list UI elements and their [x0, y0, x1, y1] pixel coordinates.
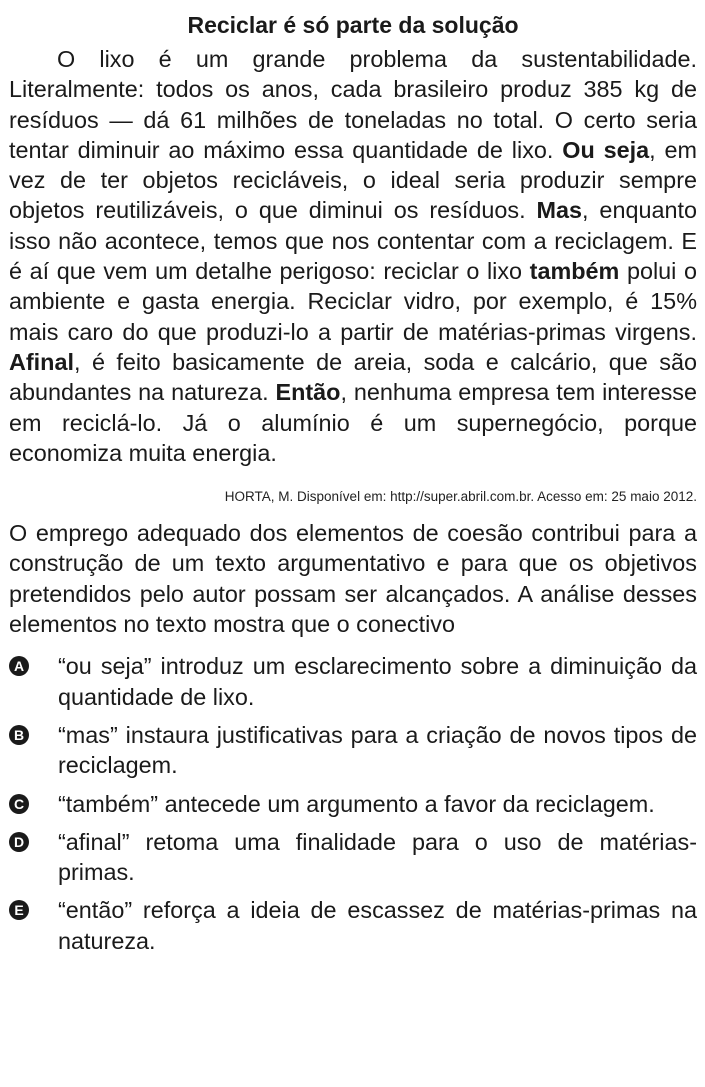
passage-text: [9, 44, 697, 468]
option-letter-badge: A: [9, 656, 29, 676]
option-letter-badge: C: [9, 794, 29, 814]
connective-afinal: Afinal: [9, 348, 74, 375]
option-e[interactable]: [9, 895, 697, 956]
option-text: “também” antecede um argumento a favor da reciclagem.: [58, 790, 655, 817]
answer-options: [9, 651, 697, 956]
option-a[interactable]: [9, 651, 697, 712]
passage-segment: polui o ambiente e gasta energia. Reciclar vidro, por exemplo, é 15% mais caro do que produzi-lo a partir de matérias-primas virgens.: [9, 258, 697, 345]
connective-entao: Então: [275, 379, 341, 406]
option-letter-badge: E: [9, 900, 29, 920]
passage-segment: , enquanto isso não acontece, temos que nos contentar com a reciclagem. E é aí que vem um detalhe perigoso: reciclar o lixo: [9, 197, 697, 285]
option-text: “então” reforça a ideia de escassez de matérias-primas na natureza.: [58, 897, 697, 954]
option-b[interactable]: [9, 720, 697, 781]
connective-mas: Mas: [536, 197, 583, 224]
passage-title: Reciclar é só parte da solução: [187, 12, 519, 38]
passage-segment: , é feito basicamente de areia, soda e calcário, que são abundantes na natureza.: [9, 348, 697, 406]
passage-segment: O lixo é um grande problema da sustentabilidade. Literalmente: todos os anos, cada brasileiro produz 385 kg de resíduos — dá 61 milhões de toneladas no total. O certo seria tentar diminuir ao máximo essa quantidade de lixo.: [9, 46, 697, 163]
option-text: “afinal” retoma uma finalidade para o uso de matérias-primas.: [58, 828, 697, 886]
passage-segment: , nenhuma empresa tem interesse em reciclá-lo. Já o alumínio é um supernegócio, porque economiza muita energia.: [9, 379, 698, 466]
connective-tambem: também: [529, 258, 620, 285]
option-letter-badge: D: [9, 832, 29, 852]
option-text: “mas” instaura justificativas para a criação de novos tipos de reciclagem.: [58, 721, 697, 779]
question-stem: O emprego adequado dos elementos de coesão contribui para a construção de um texto argumentativo e para que os objetivos pretendidos pelo autor possam ser alcançados. A análise desses elementos no texto mostra que o conectivo: [9, 520, 697, 638]
option-d[interactable]: [9, 827, 697, 888]
option-c[interactable]: [9, 789, 697, 819]
option-letter-badge: B: [9, 725, 29, 745]
passage-segment: , em vez de ter objetos recicláveis, o ideal seria produzir sempre objetos reutilizáveis, o que diminui os resíduos.: [9, 136, 697, 224]
option-text: “ou seja” introduz um esclarecimento sobre a diminuição da quantidade de lixo.: [58, 653, 697, 710]
source-citation: HORTA, M. Disponível em: http://super.abril.com.br. Acesso em: 25 maio 2012.: [224, 489, 697, 505]
connective-ou-seja: Ou seja: [562, 136, 650, 163]
